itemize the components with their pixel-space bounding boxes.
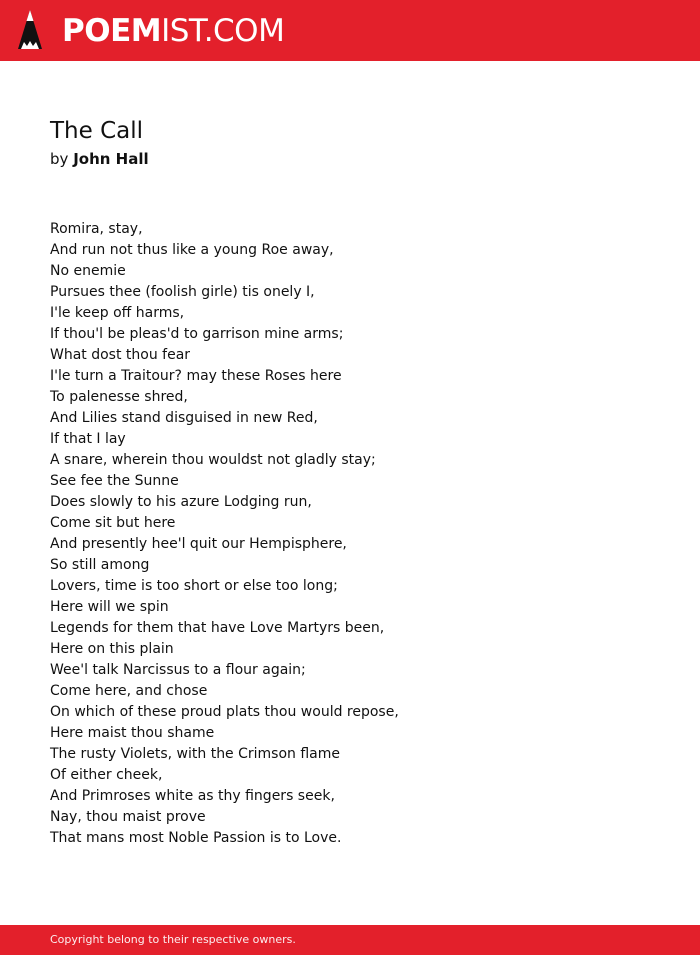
poem-line: That mans most Noble Passion is to Love.	[50, 830, 342, 846]
poem-line: I'le keep off harms,	[50, 305, 185, 321]
poem-line: If thou'l be pleas'd to garrison mine arms;	[50, 326, 344, 342]
poem-line: To palenesse shred,	[50, 389, 188, 405]
poem-line: A snare, wherein thou wouldst not gladly stay;	[50, 452, 376, 468]
poem-line: The rusty Violets, with the Crimson flame	[50, 746, 341, 762]
poem-line: See fee the Sunne	[50, 473, 179, 489]
poem-line: If that I lay	[50, 431, 126, 447]
poem-line: So still among	[50, 557, 150, 573]
poem-line: I'le turn a Traitour? may these Roses here	[50, 368, 342, 384]
poem-line: Of either cheek,	[50, 767, 163, 783]
poem-body	[50, 219, 670, 849]
poem-byline	[50, 149, 149, 169]
poem-author: John Hall	[73, 150, 149, 168]
poem-line: Pursues thee (foolish girle) tis onely I,	[50, 284, 315, 300]
pencil-tip-icon	[17, 9, 43, 51]
poem-line: And run not thus like a young Roe away,	[50, 242, 334, 258]
poem-title: The Call	[50, 118, 144, 144]
poem-line: And presently hee'l quit our Hempisphere,	[50, 536, 347, 552]
site-logo[interactable]	[62, 13, 284, 49]
site-footer	[0, 925, 700, 955]
site-header	[0, 0, 700, 61]
poem-line: Here on this plain	[50, 641, 174, 657]
poem-line: Wee'l talk Narcissus to a flour again;	[50, 662, 306, 678]
copyright-notice: Copyright belong to their respective owners.	[50, 933, 296, 946]
byline-prefix: by	[50, 150, 69, 168]
poem-line: Here maist thou shame	[50, 725, 215, 741]
poem-line: What dost thou fear	[50, 347, 191, 363]
poem-line: Does slowly to his azure Lodging run,	[50, 494, 312, 510]
poem-line: Here will we spin	[50, 599, 169, 615]
poem-line: And Primroses white as thy fingers seek,	[50, 788, 335, 804]
poem-line: And Lilies stand disguised in new Red,	[50, 410, 318, 426]
poem-line: Lovers, time is too short or else too long;	[50, 578, 338, 594]
poem-line: Nay, thou maist prove	[50, 809, 206, 825]
logo-text-light: IST.COM	[161, 13, 285, 49]
poem-line: Come here, and chose	[50, 683, 208, 699]
logo-text-bold: POEM	[62, 13, 162, 49]
poem-line: Come sit but here	[50, 515, 176, 531]
poem-line: No enemie	[50, 263, 126, 279]
poem-line: Legends for them that have Love Martyrs been,	[50, 620, 385, 636]
poem-line: Romira, stay,	[50, 221, 143, 237]
poem-line: On which of these proud plats thou would repose,	[50, 704, 399, 720]
